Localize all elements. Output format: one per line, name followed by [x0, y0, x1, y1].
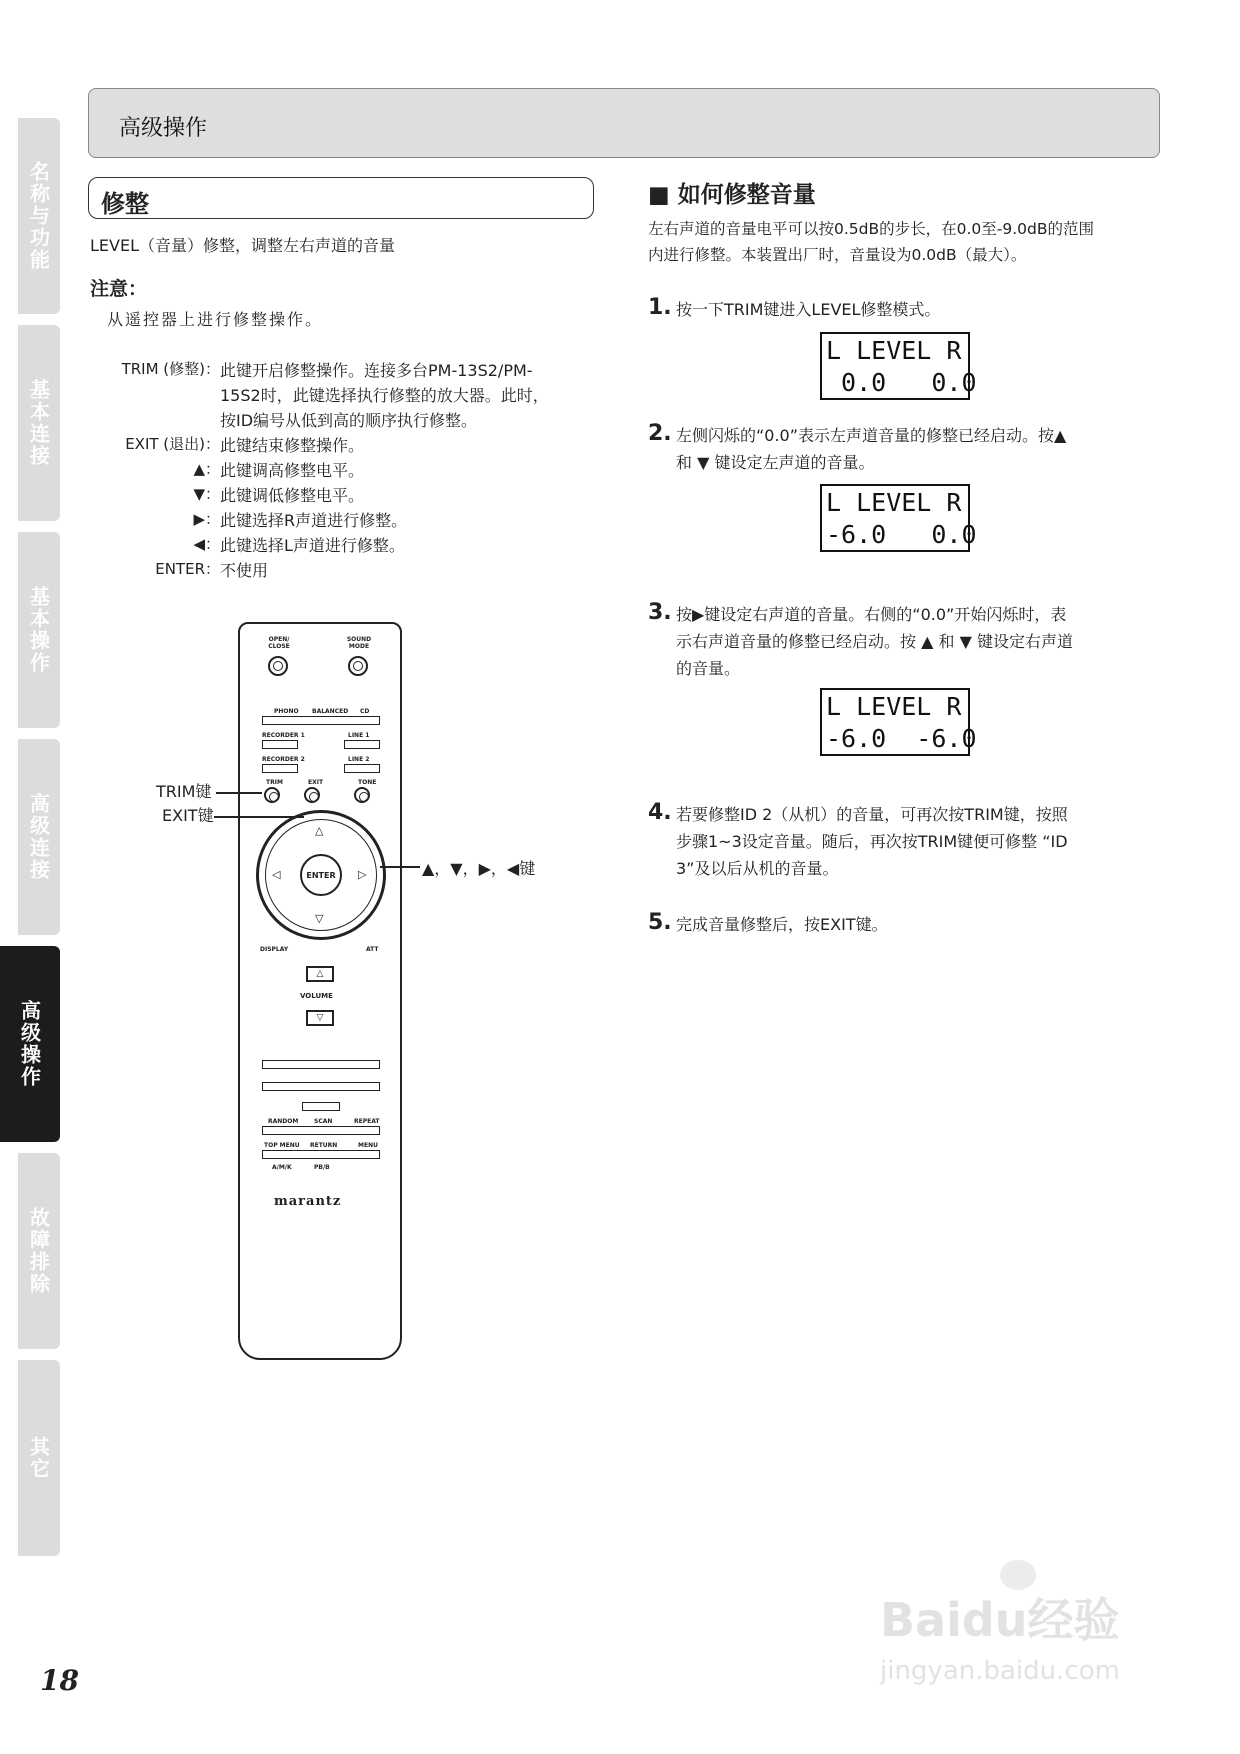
callout-arrows: ▲，▼，▶，◀键 — [422, 859, 536, 878]
stop-button[interactable] — [302, 1102, 340, 1111]
right-arrow-icon[interactable]: ▷ — [358, 868, 367, 881]
step-text: 按▶键设定右声道的音量。右侧的“0.0”开始闪烁时，表 示右声道音量的修整已经启动。按 ▲ 和 ▼ 键设定右声道 的音量。 — [676, 605, 1073, 678]
page-title: 高级操作 — [119, 116, 208, 141]
remote-control — [238, 622, 402, 1360]
key-row: ▶： 此键选择R声道进行修整。 — [193, 510, 408, 530]
repeat-label: REPEAT — [354, 1118, 380, 1125]
return-label: RETURN — [310, 1142, 338, 1149]
lcd-display: L LEVEL R 0.0 0.0 — [820, 332, 970, 400]
side-tab-basic-operation[interactable]: 基本操作 — [18, 532, 60, 728]
transport-bar-2[interactable] — [262, 1082, 380, 1091]
menu-label: MENU — [358, 1142, 378, 1149]
exit-button[interactable] — [304, 787, 320, 803]
side-tab-names-functions[interactable]: 名称与功能 — [18, 118, 60, 314]
trim-button[interactable] — [264, 787, 280, 803]
volume-up-button[interactable]: △ — [306, 966, 334, 982]
callout-exit-line — [214, 816, 304, 818]
section-title-box — [88, 177, 594, 219]
enter-button[interactable]: ENTER — [300, 854, 342, 896]
random-label: RANDOM — [268, 1118, 299, 1125]
open-close-button[interactable] — [268, 656, 288, 676]
right-section-title: ■ 如何修整音量 — [648, 182, 816, 208]
callout-arrows-line — [380, 866, 420, 868]
step-text: 若要修整ID 2（从机）的音量，可再次按TRIM键，按照 步骤1~3设定音量。随后，再次按TRIM键便可修整 “ID 3”及以后从机的音量。 — [676, 805, 1068, 878]
step-number: 1. — [648, 295, 672, 320]
volume-label: VOLUME — [300, 992, 333, 1000]
page-header — [88, 88, 1160, 158]
display-label: DISPLAY — [260, 946, 289, 953]
top-menu-label: TOP MENU — [264, 1142, 300, 1149]
line2-label: LINE 2 — [348, 756, 370, 763]
page-number: 18 — [40, 1664, 79, 1697]
step-text: 按一下TRIM键进入LEVEL修整模式。 — [676, 300, 941, 319]
recorder1-button[interactable] — [262, 740, 298, 749]
sound-mode-button[interactable] — [348, 656, 368, 676]
tone-button[interactable] — [354, 787, 370, 803]
recorder1-label: RECORDER 1 — [262, 732, 305, 739]
up-arrow-icon[interactable]: △ — [315, 824, 324, 837]
scan-label: SCAN — [314, 1118, 333, 1125]
right-intro: 左右声道的音量电平可以按0.5dB的步长，在0.0至-9.0dB的范围 内进行修整。本装置出厂时，音量设为0.0dB（最大）。 — [648, 220, 1094, 264]
step-number: 3. — [648, 600, 672, 625]
section-title: 修整 — [101, 190, 149, 218]
side-tab-other[interactable]: 其它 — [18, 1360, 60, 1556]
side-tab-basic-connection[interactable]: 基本连接 — [18, 325, 60, 521]
line2-button[interactable] — [344, 764, 380, 773]
tone-label: TONE — [358, 779, 377, 786]
key-row: ▼： 此键调低修整电平。 — [193, 485, 365, 505]
section-intro: LEVEL（音量）修整，调整左右声道的音量 — [90, 236, 395, 255]
play-mode-bar[interactable] — [262, 1126, 380, 1135]
key-row: 15S2时，此键选择执行修整的放大器。此时， — [220, 386, 549, 405]
left-arrow-icon[interactable]: ◁ — [272, 868, 281, 881]
amk-label: A/M/K — [272, 1164, 292, 1171]
volume-down-button[interactable]: ▽ — [306, 1010, 334, 1026]
trim-label: TRIM — [266, 779, 283, 786]
exit-label: EXIT — [308, 779, 324, 786]
input-select-bar[interactable] — [262, 716, 380, 725]
note-title: 注意： — [90, 278, 148, 300]
att-label: ATT — [366, 946, 379, 953]
watermark-url: jingyan.baidu.com — [880, 1656, 1120, 1686]
cd-label: CD — [360, 708, 370, 715]
callout-trim: TRIM键 — [156, 782, 212, 801]
recorder2-button[interactable] — [262, 764, 298, 773]
key-row: EXIT (退出)： 此键结束修整操作。 — [125, 435, 365, 455]
transport-bar-1[interactable] — [262, 1060, 380, 1069]
lcd-display: L LEVEL R -6.0 0.0 — [820, 484, 970, 552]
pb-label: PB/B — [314, 1164, 330, 1171]
balanced-label: BALANCED — [312, 708, 349, 715]
sound-mode-label: SOUND MODE — [346, 636, 372, 650]
step-text: 完成音量修整后，按EXIT键。 — [676, 915, 888, 934]
key-row: ENTER： 不使用 — [155, 560, 269, 580]
side-tab-advanced-connection[interactable]: 高级连接 — [18, 739, 60, 935]
callout-trim-line — [216, 792, 262, 794]
open-close-label: OPEN/ CLOSE — [268, 636, 290, 650]
brand-logo: marantz — [274, 1194, 342, 1209]
step-number: 4. — [648, 800, 672, 825]
key-row: ▲： 此键调高修整电平。 — [193, 460, 365, 480]
key-row: 按ID编号从低到高的顺序执行修整。 — [220, 411, 478, 430]
key-list — [90, 358, 600, 583]
key-row: ◀： 此键选择L声道进行修整。 — [193, 535, 405, 555]
paw-icon — [1000, 1560, 1036, 1590]
line1-button[interactable] — [344, 740, 380, 749]
phono-label: PHONO — [274, 708, 299, 715]
watermark-brand: Baidu经验 — [880, 1593, 1120, 1647]
down-arrow-icon[interactable]: ▽ — [315, 912, 324, 925]
menu-bar[interactable] — [262, 1150, 380, 1159]
lcd-display: L LEVEL R -6.0 -6.0 — [820, 688, 970, 756]
line1-label: LINE 1 — [348, 732, 370, 739]
step-number: 2. — [648, 421, 672, 446]
note-text: 从遥控器上进行修整操作。 — [107, 310, 324, 329]
key-row: TRIM (修整)： 此键开启修整操作。连接多台PM-13S2/PM- — [121, 360, 533, 380]
side-tab-advanced-operation[interactable]: 高级操作 — [0, 946, 60, 1142]
recorder2-label: RECORDER 2 — [262, 756, 305, 763]
step-number: 5. — [648, 910, 672, 935]
side-tab-troubleshooting[interactable]: 故障排除 — [18, 1153, 60, 1349]
step-text: 左侧闪烁的“0.0”表示左声道音量的修整已经启动。按▲ 和 ▼ 键设定左声道的音量。 — [676, 426, 1067, 472]
callout-exit: EXIT键 — [162, 806, 214, 825]
